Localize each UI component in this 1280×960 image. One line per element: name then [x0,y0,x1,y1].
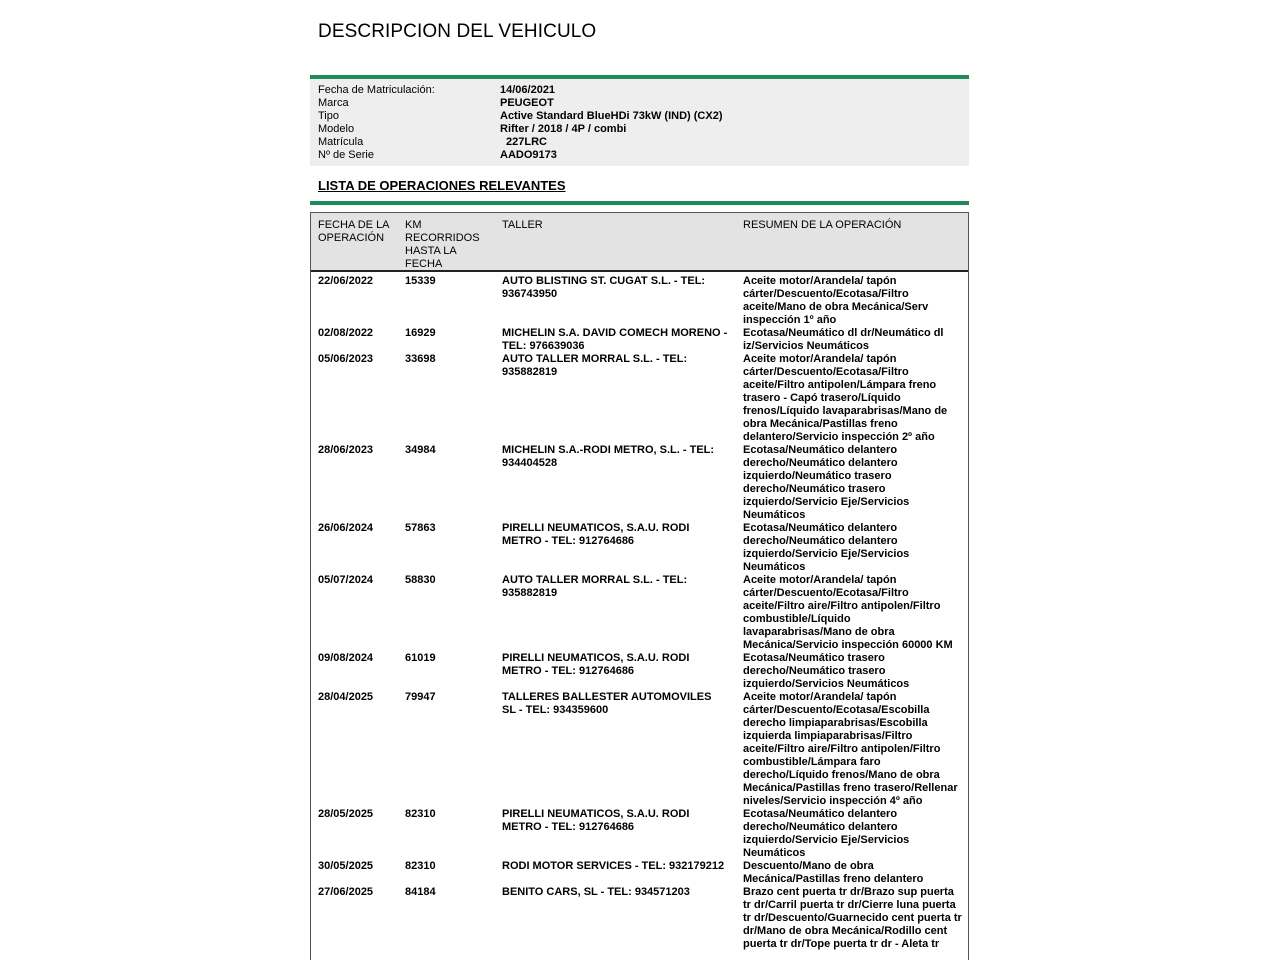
cell-taller: RODI MOTOR SERVICES - TEL: 932179212 [502,860,725,872]
cell-resumen: Ecotasa/Neumático delantero derecho/Neumático delantero izquierdo/Servicio Eje/Servicios Neumáticos [743,522,910,573]
cell-taller: BENITO CARS, SL - TEL: 934571203 [502,886,690,898]
cell-resumen: Aceite motor/Arandela/ tapón cárter/Descuento/Ecotasa/Filtro aceite/Filtro aire/Filtro antipolen/Filtro combustible/Líquido lavaparabrisas/Mano de obra Mecánica/Servicio inspección 60000 KM [743,574,953,651]
cell-fecha: 28/06/2023 [318,444,374,456]
cell-fecha: 28/05/2025 [318,808,374,820]
cell-taller: TALLERES BALLESTER AUTOMOVILES SL - TEL: 934359600 [502,691,712,716]
vehicle-row-modelo [318,123,958,136]
cell-taller: PIRELLI NEUMATICOS, S.A.U. RODI METRO - TEL: 912764686 [502,522,690,547]
cell-fecha: 22/06/2022 [318,275,374,287]
cell-fecha: 05/06/2023 [318,353,374,365]
vehicle-row-fecha-matriculacion [318,84,958,97]
cell-fecha: 30/05/2025 [318,860,374,872]
cell-resumen: Ecotasa/Neumático delantero derecho/Neumático delantero izquierdo/Servicio Eje/Servicios Neumáticos [743,808,910,859]
vehicle-label: Fecha de Matriculación: [318,84,435,96]
cell-resumen: Ecotasa/Neumático trasero derecho/Neumático trasero izquierdo/Servicios Neumáticos [743,652,910,690]
vehicle-info-box [310,79,969,166]
header-fecha: FECHA DE LA OPERACIÓN [318,219,390,244]
cell-km: 82310 [405,808,436,820]
table-header [311,213,968,272]
cell-taller: PIRELLI NEUMATICOS, S.A.U. RODI METRO - TEL: 912764686 [502,808,690,833]
cell-taller: AUTO TALLER MORRAL S.L. - TEL: 935882819 [502,574,688,599]
vehicle-value: 14/06/2021 [500,84,556,96]
cell-km: 16929 [405,327,436,339]
cell-taller: AUTO BLISTING ST. CUGAT S.L. - TEL: 936743950 [502,275,706,300]
vehicle-value: Active Standard BlueHDi 73kW (IND) (CX2) [500,110,723,122]
operations-table [310,212,969,960]
cell-fecha: 05/07/2024 [318,574,374,586]
cell-km: 82310 [405,860,436,872]
header-km: KM RECORRIDOS HASTA LA FECHA [405,219,480,270]
header-resumen: RESUMEN DE LA OPERACIÓN [743,219,902,231]
cell-km: 61019 [405,652,436,664]
cell-resumen: Aceite motor/Arandela/ tapón cárter/Descuento/Ecotasa/Filtro aceite/Mano de obra Mecánica/Serv inspección 1º año [743,275,929,326]
cell-fecha: 02/08/2022 [318,327,374,339]
vehicle-value: AADO9173 [500,149,557,161]
vehicle-value: PEUGEOT [500,97,554,109]
document-title: DESCRIPCION DEL VEHICULO [318,21,597,42]
vehicle-label: Matrícula [318,136,364,148]
cell-resumen: Brazo cent puerta tr dr/Brazo sup puerta tr dr/Carril puerta tr dr/Cierre luna puerta tr dr/Descuento/Guarnecido cent puerta tr dr/Mano de obra Mecánica/Rodillo cent puerta tr dr/Tope puerta tr dr - Aleta tr [743,886,962,950]
cell-fecha: 26/06/2024 [318,522,374,534]
cell-resumen: Ecotasa/Neumático delantero derecho/Neumático delantero izquierdo/Neumático trasero derecho/Neumático trasero izquierdo/Servicio Eje/Servicios Neumáticos [743,444,910,521]
cell-fecha: 28/04/2025 [318,691,374,703]
cell-taller: PIRELLI NEUMATICOS, S.A.U. RODI METRO - TEL: 912764686 [502,652,690,677]
cell-taller: MICHELIN S.A.-RODI METRO, S.L. - TEL: 934404528 [502,444,715,469]
vehicle-label: Tipo [318,110,339,122]
cell-km: 84184 [405,886,436,898]
vehicle-label: Modelo [318,123,355,135]
cell-km: 34984 [405,444,436,456]
vehicle-row-tipo [318,110,958,123]
header-taller: TALLER [502,219,543,231]
cell-taller: AUTO TALLER MORRAL S.L. - TEL: 935882819 [502,353,688,378]
cell-resumen: Descuento/Mano de obra Mecánica/Pastillas freno delantero [743,860,924,885]
cell-resumen: Aceite motor/Arandela/ tapón cárter/Descuento/Ecotasa/Escobilla derecho limpiaparabrisas/Escobilla izquierda limpiaparabrisas/Filtro aceite/Filtro aire/Filtro antipolen/Filtro combustible/Lámpara faro derecho/Líquido frenos/Mano de obra Mecánica/Pastillas freno trasero/Rellenar niveles/Servicio inspección 4º año [743,691,958,807]
cell-taller: MICHELIN S.A. DAVID COMECH MORENO - TEL: 976639036 [502,327,728,352]
cell-km: 33698 [405,353,436,365]
vehicle-label: Marca [318,97,349,109]
vehicle-row-numero-serie [318,149,958,162]
cell-resumen: Aceite motor/Arandela/ tapón cárter/Descuento/Ecotasa/Filtro aceite/Filtro antipolen/Lámpara freno trasero - Capó trasero/Líquido frenos/Líquido lavaparabrisas/Mano de obra Mecánica/Pastillas freno delantero/Servicio inspección 2º año [743,353,948,443]
vehicle-label: Nº de Serie [318,149,374,161]
cell-km: 15339 [405,275,436,287]
cell-km: 57863 [405,522,436,534]
section-divider [310,201,969,205]
cell-km: 58830 [405,574,436,586]
cell-km: 79947 [405,691,436,703]
section-title: LISTA DE OPERACIONES RELEVANTES [318,178,566,193]
vehicle-row-marca [318,97,958,110]
vehicle-value: Rifter / 2018 / 4P / combi [500,123,627,135]
cell-fecha: 27/06/2025 [318,886,374,898]
cell-fecha: 09/08/2024 [318,652,374,664]
vehicle-value: 227LRC [506,136,547,148]
vehicle-row-matricula [318,136,958,149]
cell-resumen: Ecotasa/Neumático dl dr/Neumático dl iz/Servicios Neumáticos [743,327,944,352]
